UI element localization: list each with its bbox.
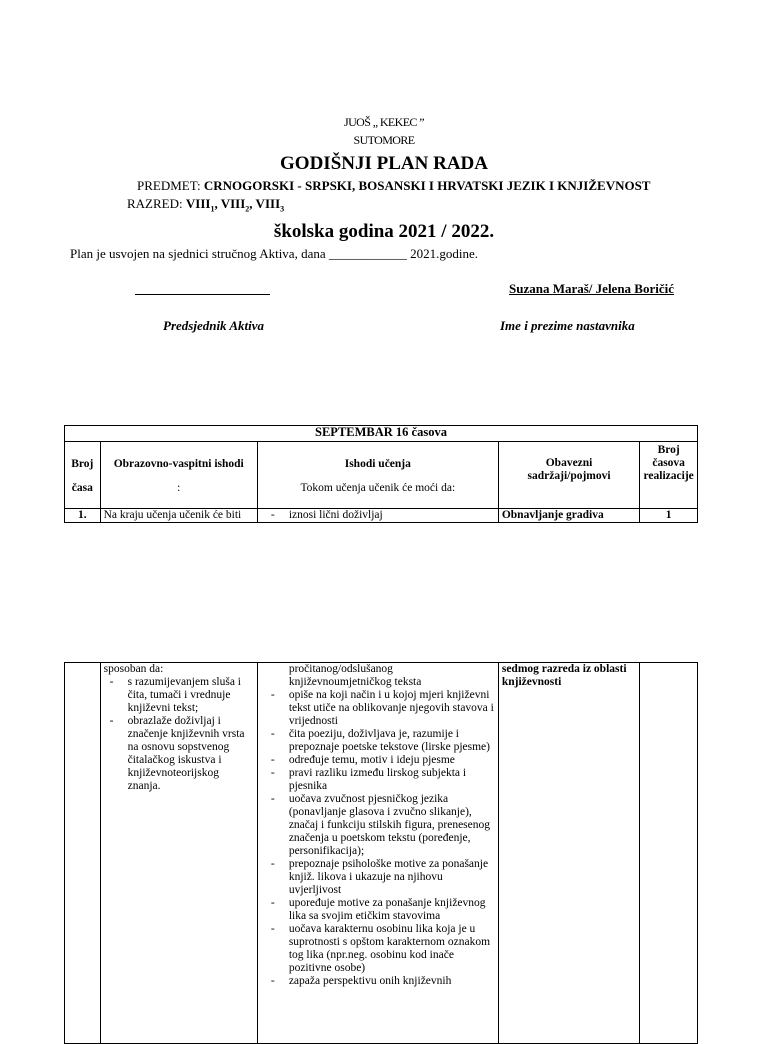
month-heading: SEPTEMBAR 16 časova [65, 426, 698, 442]
cont-ishodi-ucenja-cell [257, 663, 498, 1044]
signature-line [135, 294, 270, 295]
list-item: - pravi razliku između lirskog subjekta i pjesnika [289, 767, 495, 793]
subject-label: PREDMET: [137, 178, 201, 193]
list-item: - opiše na koji način i u kojoj mjeri književni tekst utiče na oblikovanje njegovih stavova i vrijednosti [289, 689, 495, 728]
header-ishodi-ucenja-sub: Tokom učenja učenik će moći da: [300, 482, 456, 494]
plan-table-september [64, 425, 698, 523]
header-broj-casova-title: Broj časova realizacije [643, 444, 694, 482]
header-casa-label: časa [71, 482, 93, 494]
list-item: - uočava karakternu osobinu lika koja je u suprotnosti s opštom karakternom oznakom tog lika (npr.neg. osobinu kod inače pozitivne osobe) [289, 923, 495, 975]
list-item: - određuje temu, motiv i ideju pjesme [289, 754, 495, 767]
teacher-names: Suzana Maraš/ Jelena Boričić [509, 281, 675, 296]
list-item: - zapaža perspektivu onih književnih [289, 975, 495, 988]
header-broj-casova [640, 442, 698, 509]
subject-line [137, 178, 650, 194]
row-ishodi: Na kraju učenja učenik će biti [100, 509, 257, 523]
list-item: - iznosi lični doživljaj [289, 509, 495, 522]
school-town: SUTOMORE [353, 133, 415, 147]
subject-value: CRNOGORSKI - SRPSKI, BOSANSKI I HRVATSKI JEZIK I KNJIŽEVNOST [203, 178, 651, 193]
grade-value: $VIII_1$, $VIII_2$, $VIII_3$ [185, 196, 285, 214]
header-sadrzaji-title: Obavezni sadržaji/pojmovi [527, 457, 611, 482]
list-item: - čita poeziju, doživljava je, razumije i prepoznaje poetske tekstove (lirske pjesme) [289, 728, 495, 754]
row-casovi: 1 [640, 509, 698, 523]
row-number: 1. [65, 509, 101, 523]
president-label: Predsjednik Aktiva [163, 318, 264, 333]
cont-sadrzaj-cell: sedmog razreda iz oblasti književnosti [498, 663, 639, 1044]
plan-adoption-line: Plan je usvojen na sjednici stručnog Aktiva, dana ____________ 2021.godine. [70, 246, 478, 261]
teacher-label: Ime i prezime nastavnika [500, 318, 635, 333]
cont-ishodi-cell [100, 663, 257, 1044]
header-ishodi-ucenja-title: Ishodi učenja [344, 458, 411, 470]
list-item: - obrazlaže doživljaj i značenje književnih vrsta na osnovu sopstvenog čitalačkog iskustva i književnoteorijskog znanja. [128, 715, 254, 793]
header-ishodi [100, 442, 257, 509]
plan-table-continuation [64, 662, 698, 1044]
header-ishodi-ucenja [257, 442, 498, 509]
list-item: - upoređuje motive za ponašanje književnog lika sa svojim etičkim stavovima [289, 897, 495, 923]
header-broj-label: Broj [71, 458, 94, 470]
document-title: GODIŠNJI PLAN RADA [280, 153, 488, 174]
list-item: - uočava zvučnost pjesničkog jezika (ponavljanje glasova i zvučno slikanje), značaj i funkciju stilskih figura, prenesenog značenja u poetskom tekstu (poređenje, personifikacija); [289, 793, 495, 858]
cont-number-cell [65, 663, 101, 1044]
grade-label: RAZRED: [127, 196, 183, 211]
header-ishodi-title: Obrazovno-vaspitni ishodi [113, 458, 244, 470]
list-item: - s razumijevanjem sluša i čita, tumači i vrednuje književni tekst; [128, 676, 254, 715]
header-ishodi-colon: : [177, 482, 181, 494]
cont-ucenja-intro: pročitanog/odslušanog književnoumjetničkog teksta [288, 663, 422, 688]
cont-ishodi-intro: sposoban da: [103, 663, 164, 675]
header-sadrzaji [498, 442, 639, 509]
row-ishodi-ucenja [257, 509, 498, 523]
header-broj-casa [65, 442, 101, 509]
school-year: školska godina 2021 / 2022. [273, 221, 495, 242]
row-sadrzaj: Obnavljanje gradiva [498, 509, 639, 523]
list-item: - prepoznaje psihološke motive za ponašanje knjiž. likova i ukazuje na njihovu uvjerljivost [289, 858, 495, 897]
school-name: JUOŠ „ KEKEC ” [344, 115, 424, 129]
grade-line [127, 196, 284, 214]
cont-casovi-cell [640, 663, 698, 1044]
